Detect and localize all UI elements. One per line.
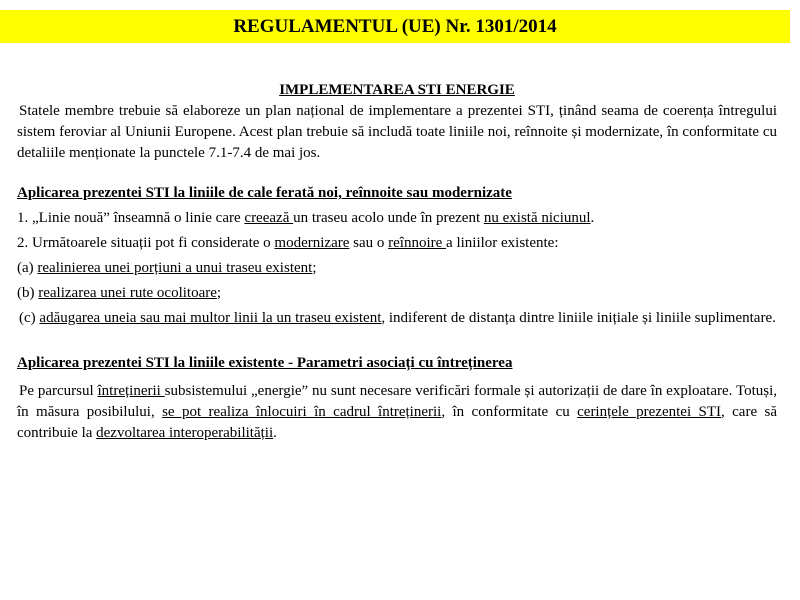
s2-text-e: , în conformitate cu [441,404,578,420]
item-2-underline-b: reînnoire [388,235,447,251]
s2-underline-b: întreținerii [97,383,165,399]
section-heading: IMPLEMENTAREA STI ENERGIE [279,82,515,98]
s2-text-g: , care să contribuie la [17,404,777,441]
item-b-end: ; [216,285,222,301]
item-2-end: a liniilor existente: [446,235,559,251]
item-c-text: adăugarea uneia sau mai multor linii la un traseu existent [39,310,382,326]
document-title: REGULAMENTUL (UE) Nr. 1301/2014 [233,16,557,37]
item-c-label: (c) [19,310,40,326]
item-a-label: (a) [17,260,38,276]
item-1-underline-a: creează [244,210,294,226]
item-a-end: ; [312,260,317,276]
item-b-text: realizarea unei rute ocolitoare [38,285,217,301]
item-1-underline-b: nu există niciunul [483,210,591,226]
section2-paragraph [17,381,777,444]
item-c-end: , indiferent de distanța dintre liniile inițiale și liniile suplimentare. [381,310,776,326]
title-banner [0,10,790,43]
s2-underline-h: dezvoltarea interoperabilității [96,425,274,441]
item-b-label: (b) [17,285,39,301]
item-b [17,283,777,304]
section2-title: Aplicarea prezentei STI la liniile existente - Parametri asociați cu întreținerea [17,355,513,371]
item-a-text: realinierea unei porțiuni a unui traseu existent [37,260,313,276]
item-1-text-b: un traseu acolo unde în prezent [293,210,484,226]
item-c [17,308,777,329]
s2-text-i: . [273,425,277,441]
item-2-text: 2. Următoarele situații pot fi considerate o [17,235,275,251]
item-1-end: . [590,210,595,226]
item-2 [17,233,777,254]
item-2-text-b: sau o [349,235,389,251]
item-2-underline-a: modernizare [274,235,350,251]
s2-underline-f: cerințele prezentei STI [577,404,721,420]
s2-text-a: Pe parcursul [19,383,98,399]
item-1-text: 1. „Linie nouă” înseamnă o linie care [17,210,245,226]
section1-title: Aplicarea prezentei STI la liniile de cale ferată noi, reînnoite sau modernizate [17,185,512,201]
intro-paragraph: Statele membre trebuie să elaboreze un plan național de implementare a prezentei STI, ținând seama de coerența întregului sistem feroviar al Uniunii Europene. Acest plan trebuie să includă toate liniile noi, reînnoite și modernizate, în conformitate cu detaliile menționate la punctele 7.1-7.4 de mai jos. [17,103,777,161]
s2-text-c: subsistemului „energie” nu sunt necesare verificări formale și autorizații de dare în exploatare. Totuși, în măsura posibilului, [17,383,778,420]
item-a [17,258,777,279]
item-1 [17,208,777,229]
document-body [17,80,777,444]
s2-underline-d: se pot realiza înlocuiri în cadrul întreținerii [162,404,442,420]
